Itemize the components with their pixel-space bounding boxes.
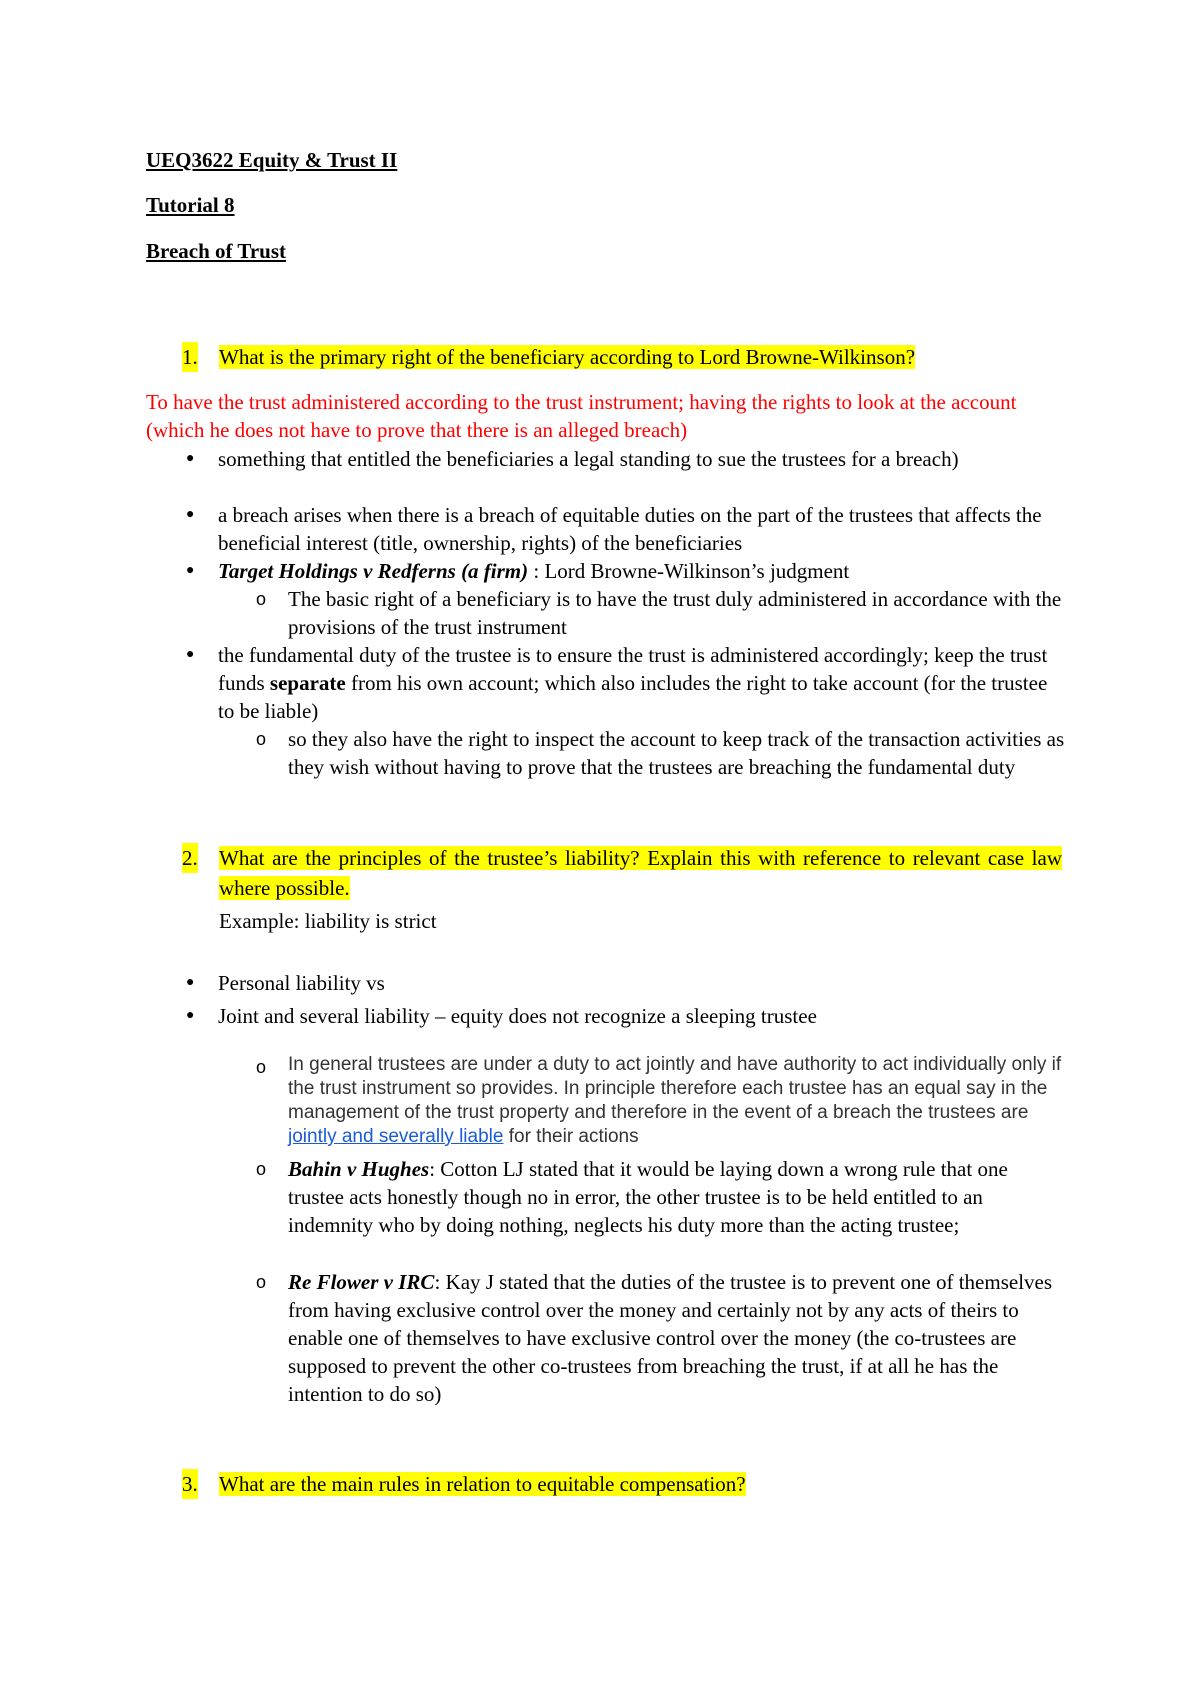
topic-title: Breach of Trust	[146, 239, 286, 263]
question-number: 3.	[182, 1469, 198, 1499]
bullet-icon: ●	[186, 507, 195, 522]
question-number: 2.	[182, 843, 198, 873]
sub-bullet-icon: o	[256, 1272, 267, 1292]
question-1	[182, 342, 1062, 372]
sub-bullet-icon: o	[256, 1159, 267, 1179]
bullet-icon: ●	[186, 975, 195, 990]
question-2	[182, 843, 1062, 903]
list-item: ● Target Holdings v Redferns (a firm) : Lord Browne-Wilkinson’s judgment	[186, 559, 850, 583]
sub-list-item: o Re Flower v IRC: Kay J stated that the duties of the trustee is to prevent one of themselves from having exclusive control over the money and certainly not by any acts of theirs to enable one of themselves to have exclusive control over the money (the co-trustees are supposed to prevent the other co-trustees from breaching the trust, if at all he has the intention to do so)	[256, 1270, 1053, 1406]
tutorial-title: Tutorial 8	[146, 193, 235, 217]
list-item: ● Joint and several liability – equity does not recognize a sleeping trustee	[186, 1004, 817, 1028]
question-number: 1.	[182, 342, 198, 372]
sub-list-item: o The basic right of a beneficiary is to have the trust duly administered in accordance with the provisions of the trust instrument	[256, 587, 1062, 639]
bullet-icon: ●	[186, 1008, 195, 1023]
question-text: What is the primary right of the beneficiary according to Lord Browne-Wilkinson?	[219, 345, 916, 369]
sub-list-item: o In general trustees are under a duty to act jointly and have authority to act individually only if the trust instrument so provides. In principle therefore each trustee has an equal say in the management of the trust property and therefore in the event of a breach the trustees are jointly and severally liable for their actions	[256, 1054, 1062, 1147]
question-text: What are the principles of the trustee’s liability? Explain this with reference to relevant case law where possible.	[219, 846, 1062, 900]
list-item: ● a breach arises when there is a breach of equitable duties on the part of the trustees that affects the beneficial interest (title, ownership, rights) of the beneficiaries	[186, 503, 1042, 555]
case-name: Target Holdings v Redferns (a firm)	[218, 559, 529, 583]
case-name: Re Flower v IRC	[288, 1270, 435, 1294]
sub-bullet-icon: o	[256, 589, 267, 609]
case-name: Bahin v Hughes	[288, 1157, 430, 1181]
list-item: ● something that entitled the beneficiaries a legal standing to sue the trustees for a breach)	[186, 447, 959, 471]
question-text: What are the main rules in relation to equitable compensation?	[219, 1472, 746, 1496]
question-3	[182, 1469, 1062, 1499]
bullet-icon: ●	[186, 563, 195, 578]
sub-list-item: o so they also have the right to inspect the account to keep track of the transaction activities as they wish without having to prove that the trustees are breaching the fundamental duty	[256, 727, 1065, 779]
bullet-icon: ●	[186, 451, 195, 466]
jointly-severally-link[interactable]: jointly and severally liable	[288, 1126, 504, 1147]
sub-bullet-icon: o	[256, 1057, 267, 1077]
example-line: Example: liability is strict	[219, 909, 437, 933]
list-item: ● Personal liability vs	[186, 971, 385, 995]
sub-bullet-icon: o	[256, 729, 267, 749]
course-title: UEQ3622 Equity & Trust II	[146, 148, 398, 172]
list-item: ● the fundamental duty of the trustee is to ensure the trust is administered accordingly; keep the trust funds separate from his own account; which also includes the right to take account (for the trustee to be liable)	[186, 643, 1048, 723]
bullet-icon: ●	[186, 647, 195, 662]
answer-lead: To have the trust administered according to the trust instrument; having the rights to look at the account (which he does not have to prove that there is an alleged breach)	[146, 390, 1017, 442]
sub-list-item: o Bahin v Hughes: Cotton LJ stated that it would be laying down a wrong rule that one trustee acts honestly though no in error, the other trustee is to be held entitled to an indemnity who by doing nothing, neglects his duty more than the acting trustee;	[256, 1157, 1008, 1237]
